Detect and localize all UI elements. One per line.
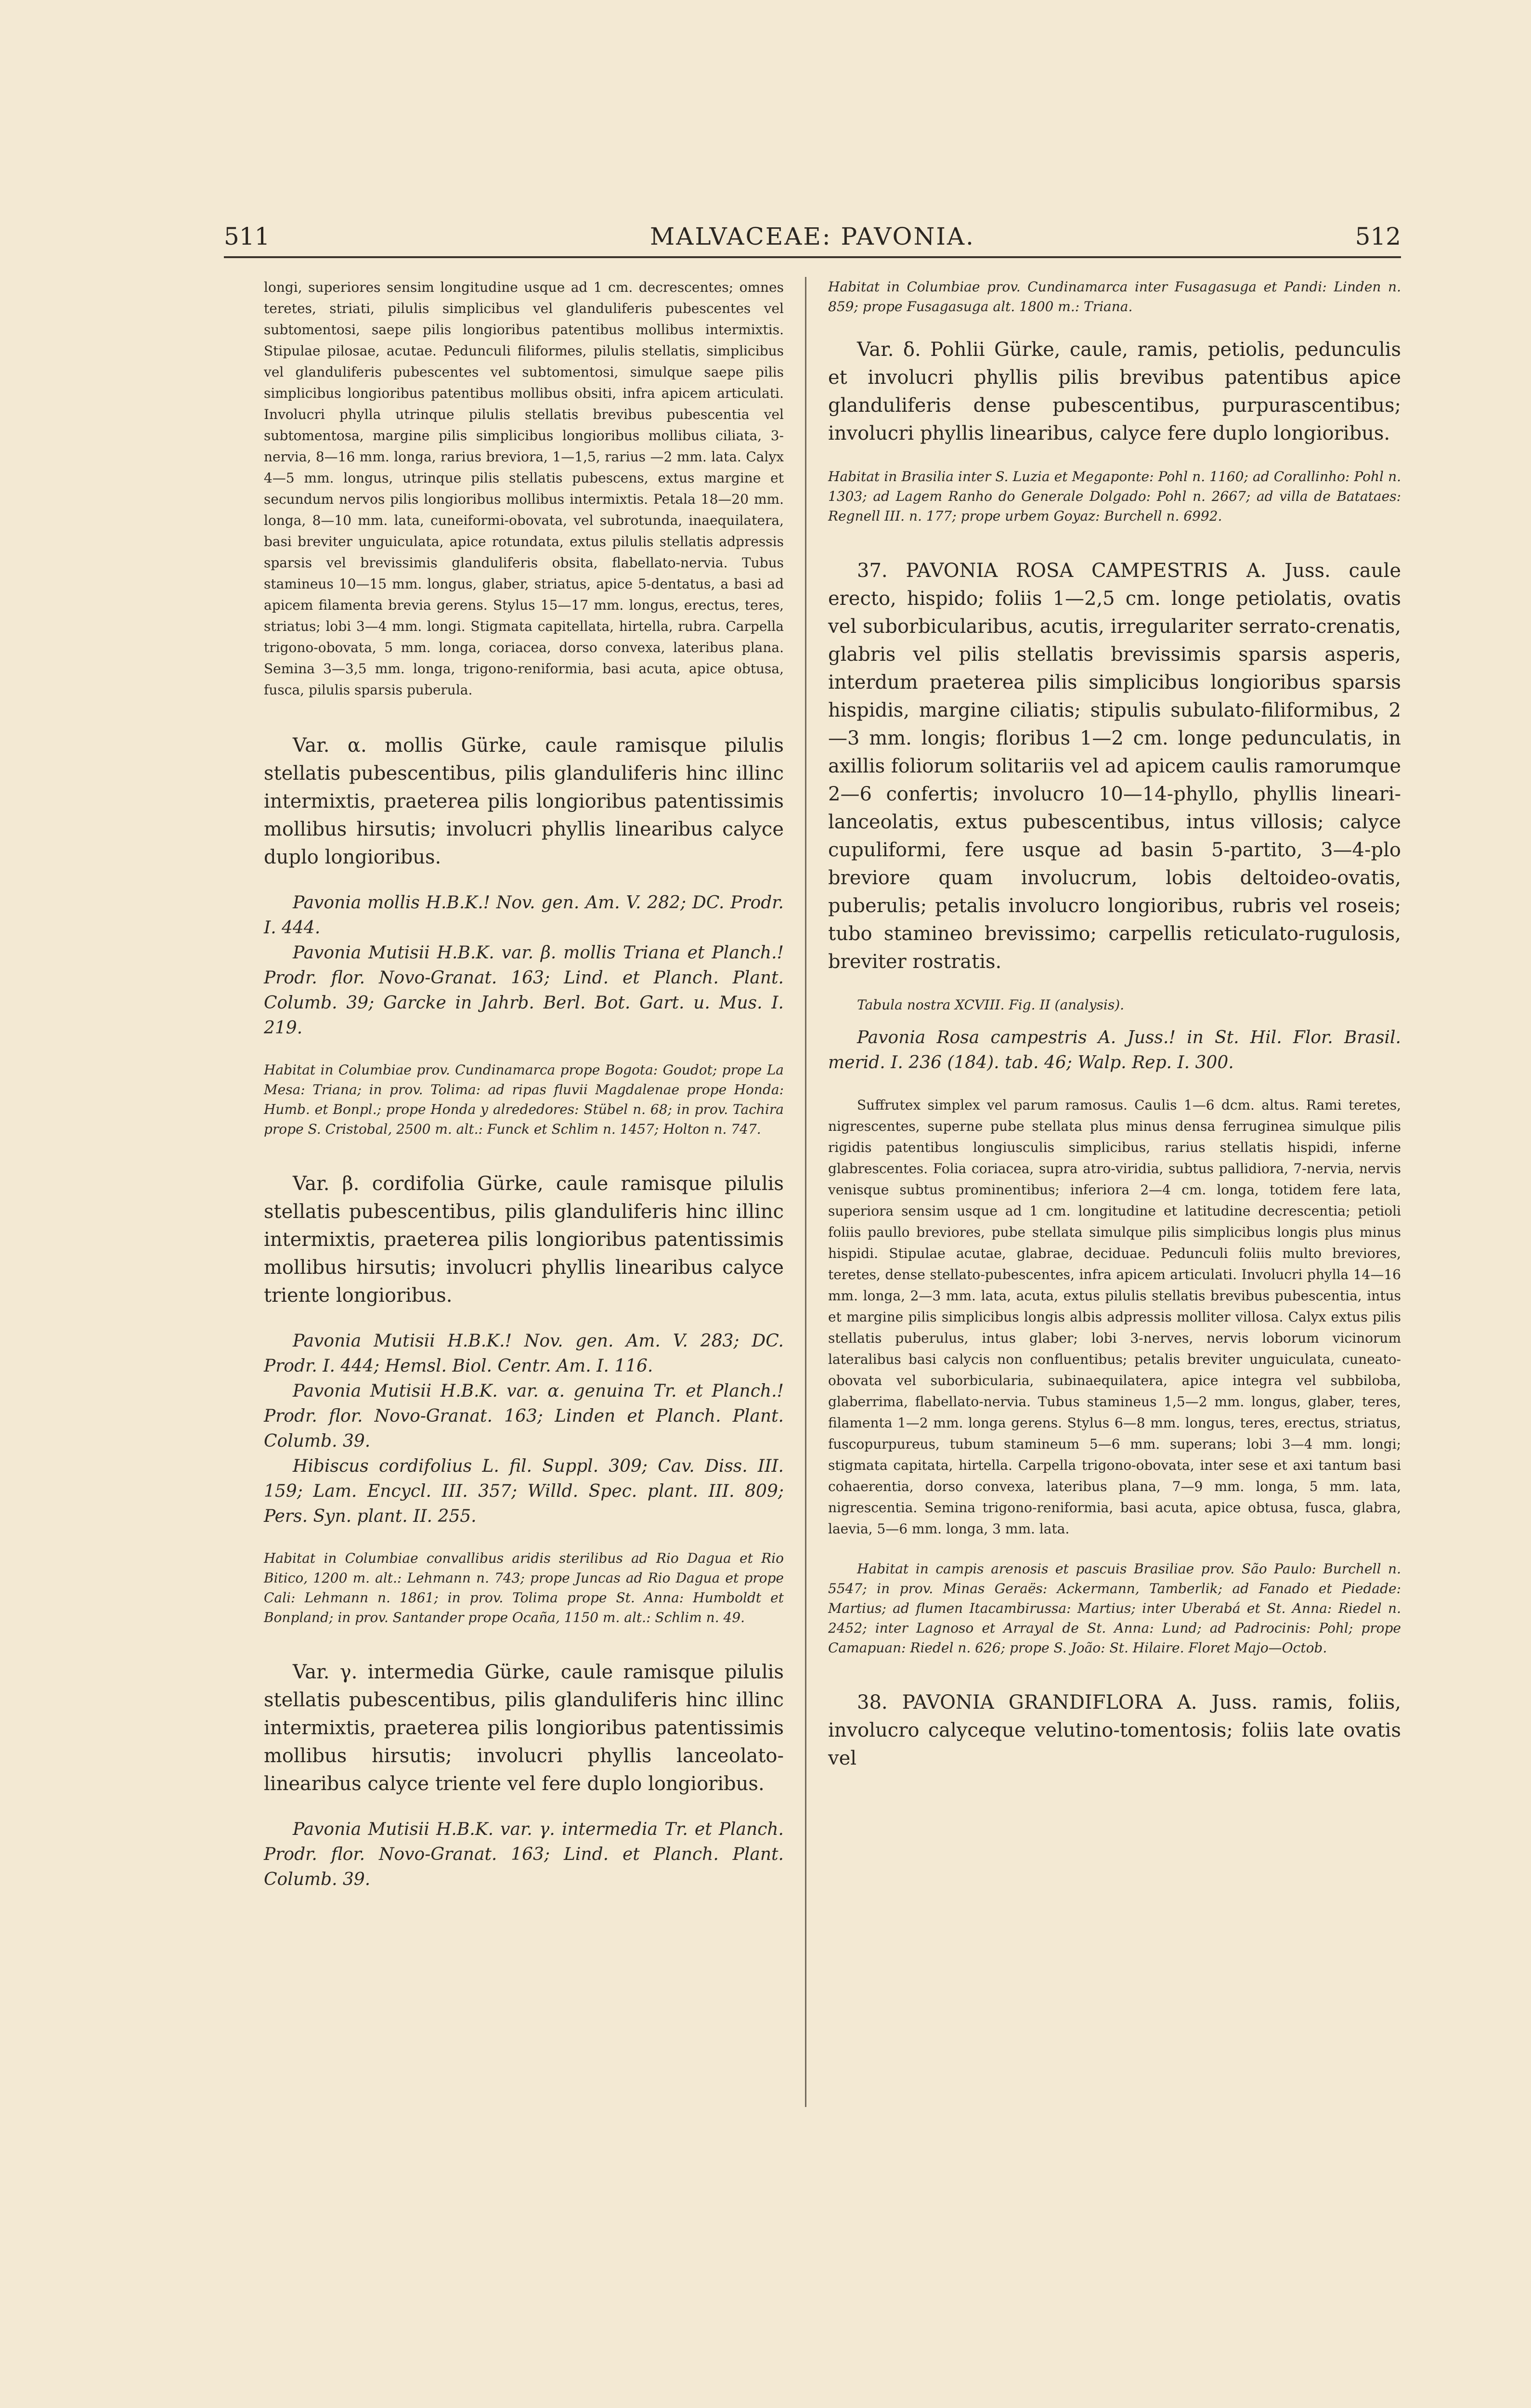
running-header (224, 222, 1401, 258)
citation-alpha-1: Pavonia mollis H.B.K.! Nov. gen. Am. V. 282; DC. Prodr. I. 444. (264, 893, 784, 938)
plate-reference-37: Tabula nostra XCVIII. Fig. II (analysis). (857, 997, 1125, 1013)
column-divider (805, 277, 806, 2107)
variety-gamma: Var. γ. intermedia Gürke, caule ramisque pilulis stellatis pubescentibus, pilis glanduliferis hinc illinc intermixtis, praeterea pilis longioribus patentissimis mollibus hirsutis; involucri phyllis lanceolato-linearibus calyce triente vel fere duplo longioribus. (264, 1661, 784, 1795)
habitat-37: Habitat in campis arenosis et pascuis Brasiliae prov. São Paulo: Burchell n. 5547; in prov. Minas Geraës: Ackermann, Tamberlik; ad Fanado et Piedade: Martius; ad flumen Itacambirussa: Martius; inter Uberabá et St. Anna: Riedel n. 2452; inter Lagnoso et Arrayal de St. Anna: Lund; ad Padrocinis: Pohl; prope Camapuan: Riedel n. 626; prope S. João: St. Hilaire. Floret Majo—Octob. (828, 1561, 1401, 1656)
citation-beta-2: Pavonia Mutisii H.B.K. var. α. genuina Tr. et Planch.! Prodr. flor. Novo-Granat. 163; Linden et Planch. Plant. Columb. 39. (264, 1381, 784, 1451)
description-continued: longi, superiores sensim longitudine usque ad 1 cm. decrescentes; omnes teretes, striati, pilulis simplicibus vel glanduliferis pubescentes vel subtomentosi, saepe pilis longioribus patentibus mollibus intermixtis. Stipulae pilosae, acutae. Pedunculi filiformes, pilulis stellatis, simplicibus vel glanduliferis pubescentes vel subtomentosi, simulque saepe pilis simplicibus longioribus patentibus mollibus obsiti, infra apicem articulati. Involucri phylla utrinque pilulis stellatis brevibus pubescentia vel subtomentosa, margine pilis simplicibus longioribus mollibus ciliata, 3-nervia, 8—16 mm. longa, rarius breviora, 1—1,5, rarius —2 mm. lata. Calyx 4—5 mm. longus, utrinque pilis stellatis pubescens, extus margine et secundum nervos pilis longioribus mollibus intermixtis. Petala 18—20 mm. longa, 8—10 mm. lata, cuneiformi-obovata, vel subrotunda, inaequilatera, basi breviter unguiculata, apice rotundata, extus pilulis stellatis adpressis sparsis vel brevissimis glanduliferis obsita, flabellato-nervia. Tubus stamineus 10—15 mm. longus, glaber, striatus, apice 5-dentatus, a basi ad apicem filamenta brevia gerens. Stylus 15—17 mm. longus, erectus, teres, striatus; lobi 3—4 mm. longi. Stigmata capitellata, hirtella, rubra. Carpella trigono-obovata, 5 mm. longa, coriacea, dorso convexa, lateribus plana. Semina 3—3,5 mm. longa, trigono-reniformia, basi acuta, apice obtusa, fusca, pilulis sparsis puberula. (264, 279, 784, 698)
citation-gamma: Pavonia Mutisii H.B.K. var. γ. intermedia Tr. et Planch. Prodr. flor. Novo-Granat. 163; Lind. et Planch. Plant. Columb. 39. (264, 1819, 784, 1889)
habitat-gamma: Habitat in Columbiae prov. Cundinamarca inter Fusagasuga et Pandi: Linden n. 859; prope Fusagasuga alt. 1800 m.: Triana. (828, 279, 1401, 314)
variety-alpha: Var. α. mollis Gürke, caule ramisque pilulis stellatis pubescentibus, pilis glanduliferis hinc illinc intermixtis, praeterea pilis longioribus patentissimis mollibus hirsutis; involucri phyllis linearibus calyce duplo longioribus. (264, 734, 784, 868)
habitat-beta: Habitat in Columbiae convallibus aridis sterilibus ad Rio Dagua et Rio Bitico, 1200 m. alt.: Lehmann n. 743; prope Juncas ad Rio Dagua et prope Cali: Lehmann n. 1861; in prov. Tolima prope St. Anna: Humboldt et Bonpland; in prov. Santander prope Ocaña, 1150 m. alt.: Schlim n. 49. (264, 1550, 784, 1625)
variety-delta: Var. δ. Pohlii Gürke, caule, ramis, petiolis, pedunculis et involucri phyllis pilis brevibus patentibus apice glanduliferis dense pubescentibus, purpurascentibus; involucri phyllis linearibus, calyce fere duplo longioribus. (828, 339, 1401, 445)
page-number-left: 511 (224, 222, 270, 250)
habitat-delta: Habitat in Brasilia inter S. Luzia et Megaponte: Pohl n. 1160; ad Corallinho: Pohl n. 1303; ad Lagem Ranho do Generale Dolgado: Pohl n. 2667; ad villa de Batataes: Regnell III. n. 177; prope urbem Goyaz: Burchell n. 6992. (828, 469, 1401, 524)
citation-beta-3: Hibiscus cordifolius L. fil. Suppl. 309; Cav. Diss. III. 159; Lam. Encycl. III. 357; Willd. Spec. plant. III. 809; Pers. Syn. plant. II. 255. (264, 1456, 784, 1526)
citation-alpha-2: Pavonia Mutisii H.B.K. var. β. mollis Triana et Planch.! Prodr. flor. Novo-Granat. 163; Lind. et Planch. Plant. Columb. 39; Garcke in Jahrb. Berl. Bot. Gart. u. Mus. I. 219. (264, 943, 784, 1038)
description-37: Suffrutex simplex vel parum ramosus. Caulis 1—6 dcm. altus. Rami teretes, nigrescentes, superne pube stellata plus minus densa ferruginea simulque pilis rigidis patentibus longiusculis simplicibus, rarius stellatis hispidi, inferne glabrescentes. Folia coriacea, supra atro-viridia, subtus pallidiora, 7-nervia, nervis venisque subtus prominentibus; inferiora 2—4 cm. longa, totidem fere lata, superiora sensim usque ad 1 cm. longitudine et latitudine decrescentia; petioli foliis paullo breviores, pube stellata simulque pilis simplicibus longis plus minus hispidi. Stipulae acutae, glabrae, deciduae. Pedunculi foliis multo breviores, teretes, dense stellato-pubescentes, infra apicem articulati. Involucri phylla 14—16 mm. longa, 2—3 mm. lata, acuta, extus pilulis stellatis brevibus pubescentia, intus et margine pilis simplicibus longis albis adpressis molliter villosa. Calyx extus pilis stellatis puberulus, intus glaber; lobi 3-nerves, nervis loborum vicinorum lateralibus basi calycis non confluentibus; petalis breviter unguiculata, cuneato-obovata vel suborbicularia, subinaequilatera, apice integra vel subbiloba, glaberrima, flabellato-nervia. Tubus stamineus 1,5—2 mm. longus, glaber, teres, filamenta 1—2 mm. longa gerens. Stylus 6—8 mm. longus, teres, erectus, striatus, fuscopurpureus, tubum stamineum 5—6 mm. superans; lobi 3—4 mm. longi; stigmata capitata, hirtella. Carpella trigono-obovata, inter sese et axi tantum basi cohaerentia, dorso convexa, lateribus plana, 7—9 mm. longa, 5 mm. lata, nigrescentia. Semina trigono-reniformia, basi acuta, apice obtusa, fusca, glabra, laevia, 5—6 mm. longa, 3 mm. lata. (828, 1097, 1401, 1537)
citation-37: Pavonia Rosa campestris A. Juss.! in St. Hil. Flor. Brasil. merid. I. 236 (184). tab. 46; Walp. Rep. I. 300. (828, 1028, 1401, 1073)
habitat-alpha: Habitat in Columbiae prov. Cundinamarca prope Bogota: Goudot; prope La Mesa: Triana; in prov. Tolima: ad ripas fluvii Magdalenae prope Honda: Humb. et Bonpl.; prope Honda y alrededores: Stübel n. 68; in prov. Tachira prope S. Cristobal, 2500 m. alt.: Funck et Schlim n. 1457; Holton n. 747. (264, 1062, 784, 1137)
page-number-right: 512 (1355, 222, 1401, 250)
running-title: MALVACEAE: PAVONIA. (650, 222, 975, 250)
right-column (828, 277, 1401, 1772)
left-column (264, 277, 784, 1892)
variety-beta: Var. β. cordifolia Gürke, caule ramisque pilulis stellatis pubescentibus, pilis glanduliferis hinc illinc intermixtis, praeterea pilis longioribus patentissimis mollibus hirsutis; involucri phyllis linearibus calyce triente longioribus. (264, 1173, 784, 1307)
species-38: 38. PAVONIA GRANDIFLORA A. Juss. ramis, foliis, involucro calyceque velutino-tomentosis; foliis late ovatis vel (828, 1691, 1401, 1769)
species-37: 37. PAVONIA ROSA CAMPESTRIS A. Juss. caule erecto, hispido; foliis 1—2,5 cm. longe petiolatis, ovatis vel suborbicularibus, acutis, irregulariter serrato-crenatis, glabris vel pilis stellatis brevissimis sparsis asperis, interdum praeterea pilis simplicibus longioribus sparsis hispidis, margine ciliatis; stipulis subulato-filiformibus, 2—3 mm. longis; floribus 1—2 cm. longe pedunculatis, in axillis foliorum solitariis vel ad apicem caulis ramorumque 2—6 confertis; involucro 10—14-phyllo, phyllis lineari-lanceolatis, extus pubescentibus, intus villosis; calyce cupuliformi, fere usque ad basin 5-partito, 3—4-plo breviore quam involucrum, lobis deltoideo-ovatis, puberulis; petalis involucro longioribus, rubris vel roseis; tubo stamineo brevissimo; carpellis reticulato-rugulosis, breviter rostratis. (828, 560, 1401, 973)
citation-beta-1: Pavonia Mutisii H.B.K.! Nov. gen. Am. V. 283; DC. Prodr. I. 444; Hemsl. Biol. Centr. Am. I. 116. (264, 1331, 784, 1376)
